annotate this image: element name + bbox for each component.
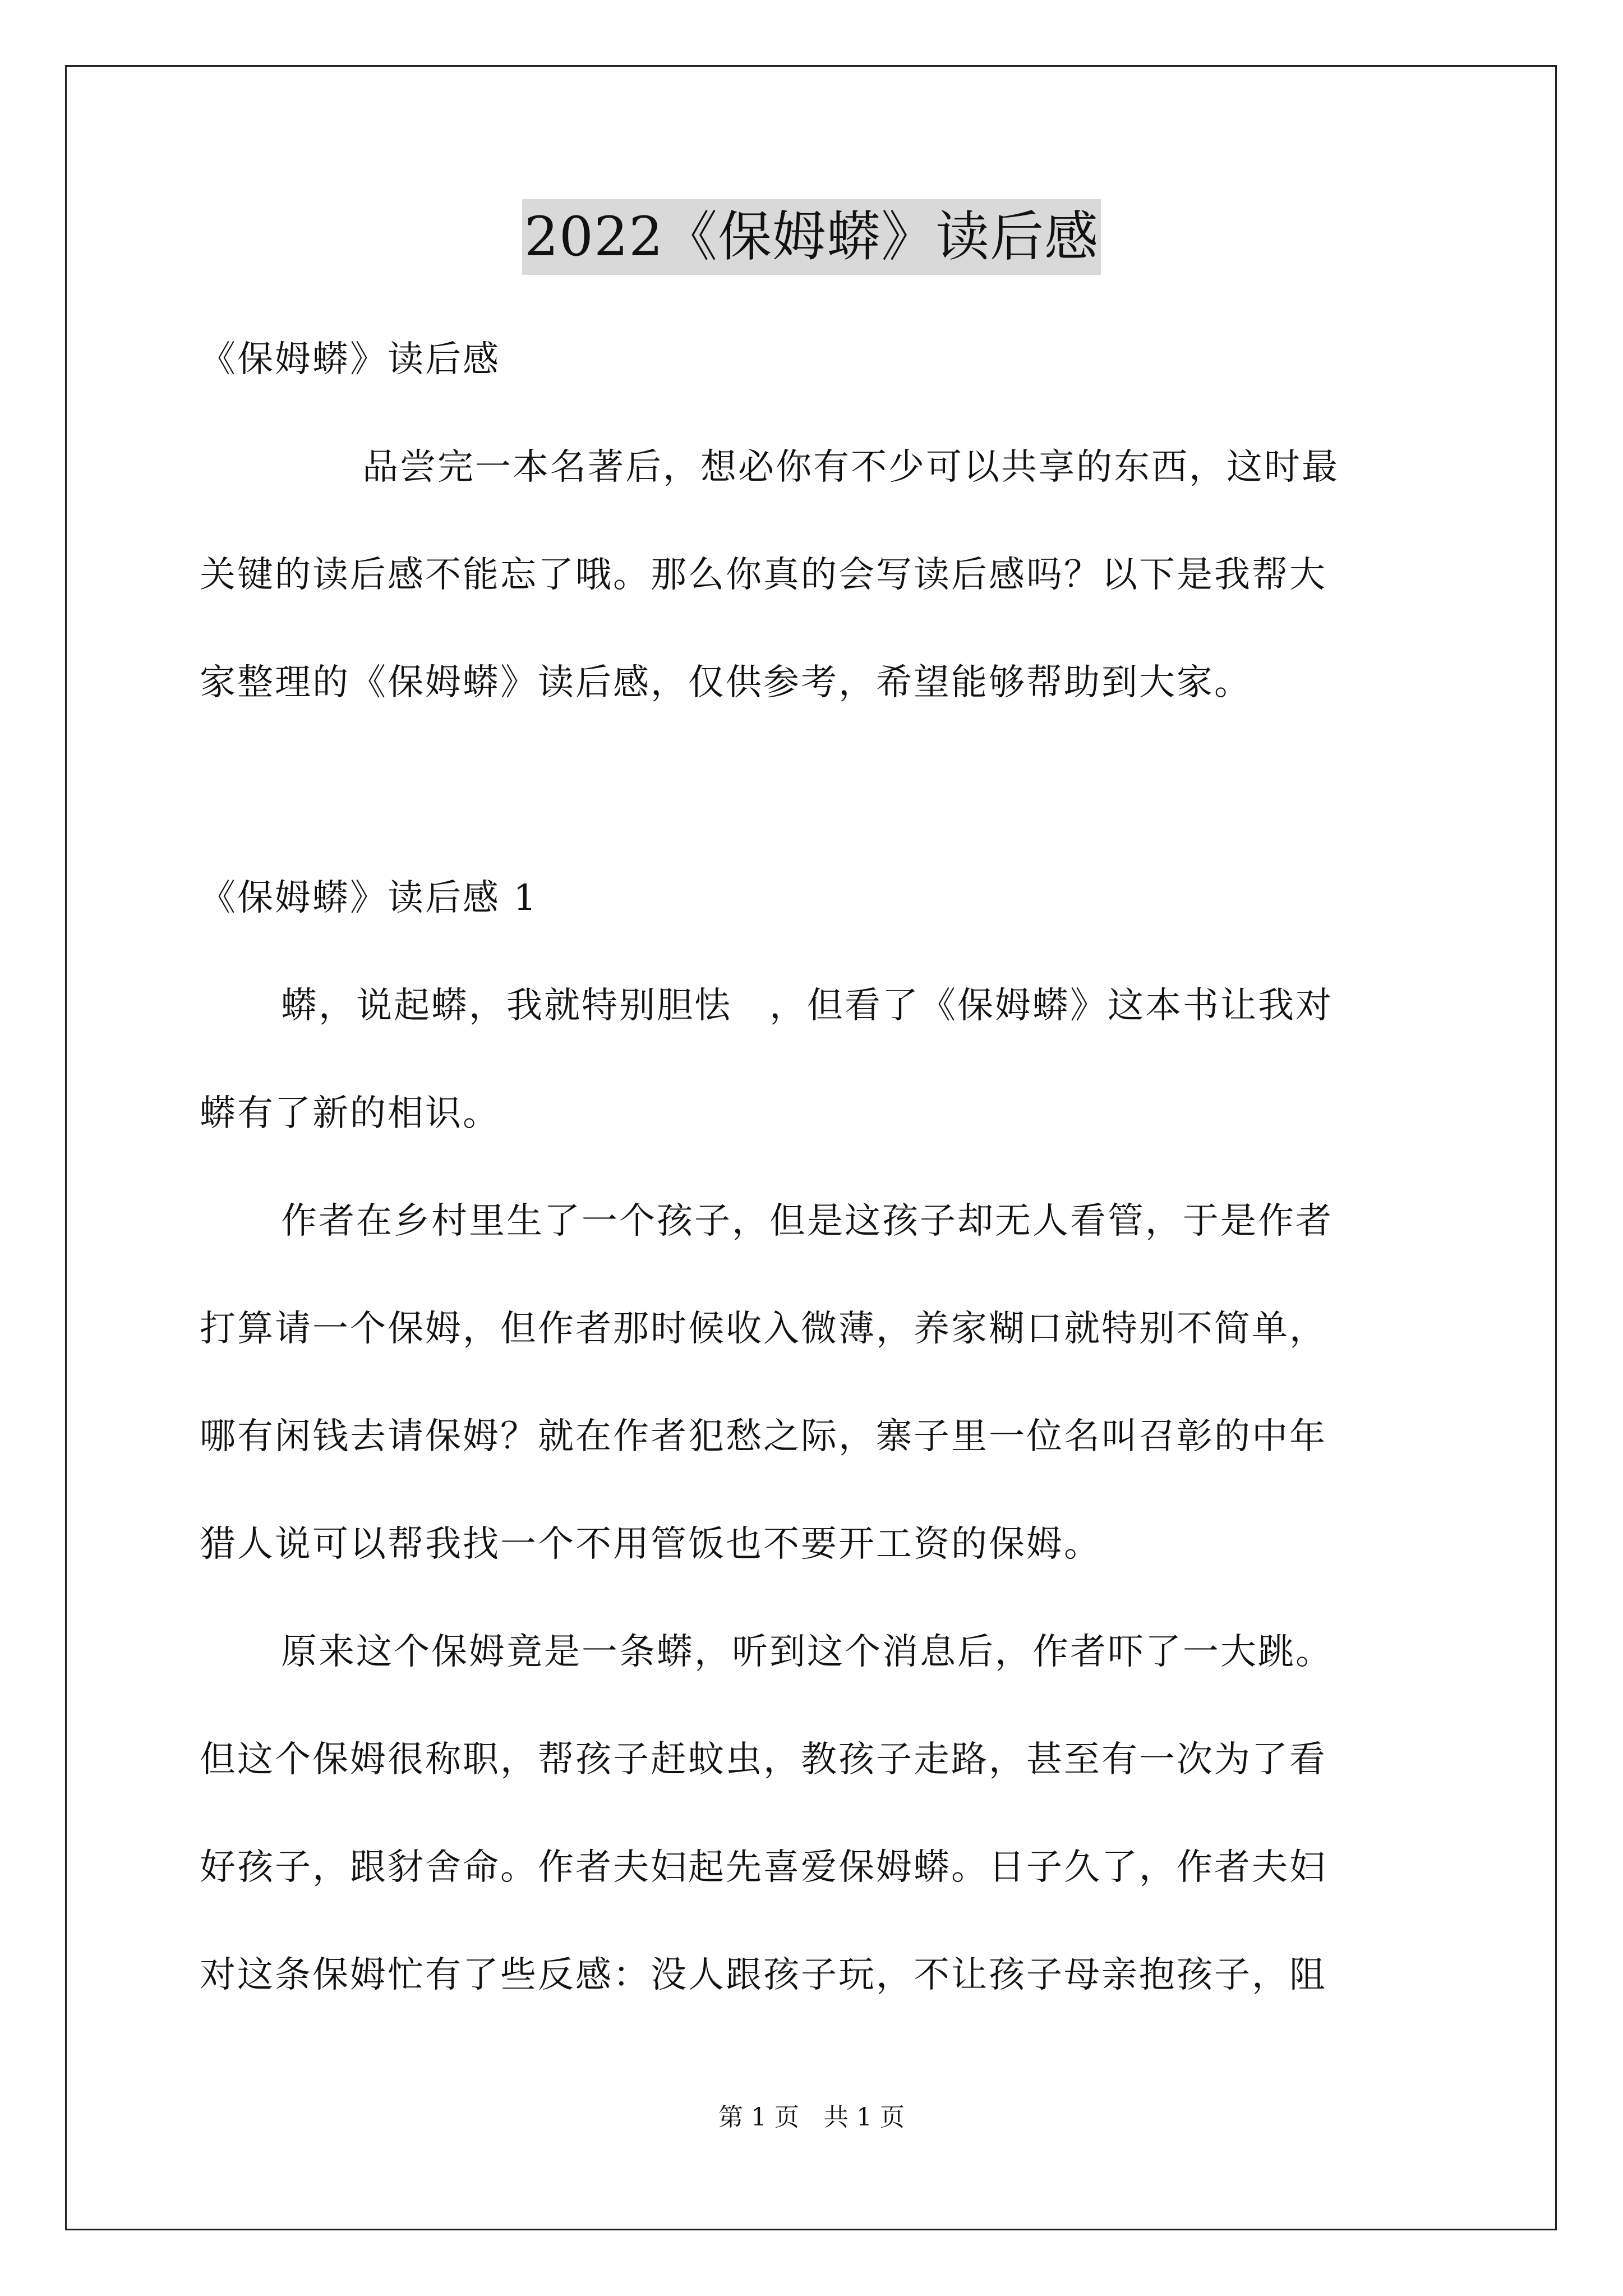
document-title: 2022《保姆蟒》读后感: [522, 199, 1101, 275]
paragraph-line: 作者在乡村里生了一个孩子，但是这孩子却无人看管，于是作者: [281, 1200, 1333, 1242]
paragraph-line: 对这条保姆忙有了些反感：没人跟孩子玩，不让孩子母亲抱孩子，阻: [200, 1954, 1327, 1996]
paragraph-line: 好孩子，跟豺舍命。作者夫妇起先喜爱保姆蟒。日子久了，作者夫妇: [200, 1847, 1327, 1888]
paragraph-line: 蟒，说起蟒，我就特别胆怯 ，但看了《保姆蟒》这本书让我对: [281, 985, 1333, 1027]
paragraph-line: 但这个保姆很称职，帮孩子赶蚊虫，教孩子走路，甚至有一次为了看: [200, 1739, 1327, 1780]
paragraph-line: 蟒有了新的相识。: [200, 1093, 500, 1134]
page-number: 第 1 页 共 1 页: [718, 2103, 905, 2132]
paragraph-line: 原来这个保姆竟是一条蟒，听到这个消息后，作者吓了一大跳。: [281, 1631, 1333, 1673]
paragraph-line: 猎人说可以帮我找一个不用管饭也不要开工资的保姆。: [200, 1524, 1101, 1565]
document-body: [200, 306, 1436, 2029]
intro-line: 关键的读后感不能忘了哦。那么你真的会写读后感吗？以下是我帮大: [200, 554, 1327, 596]
intro-line: 家整理的《保姆蟒》读后感，仅供参考，希望能够帮助到大家。: [200, 662, 1252, 703]
paragraph-line: 打算请一个保姆，但作者那时候收入微薄，养家糊口就特别不简单，: [200, 1308, 1327, 1350]
intro-line: 品尝完一本名著后，想必你有不少可以共享的东西，这时最: [362, 447, 1339, 488]
spacer: [200, 737, 1436, 844]
subtitle: 《保姆蟒》读后感: [200, 339, 500, 380]
section-heading: 《保姆蟒》读后感 1: [200, 877, 538, 919]
paragraph-line: 哪有闲钱去请保姆？就在作者犯愁之际，寨子里一位名叫召彰的中年: [200, 1416, 1327, 1457]
title-container: [0, 199, 1623, 275]
